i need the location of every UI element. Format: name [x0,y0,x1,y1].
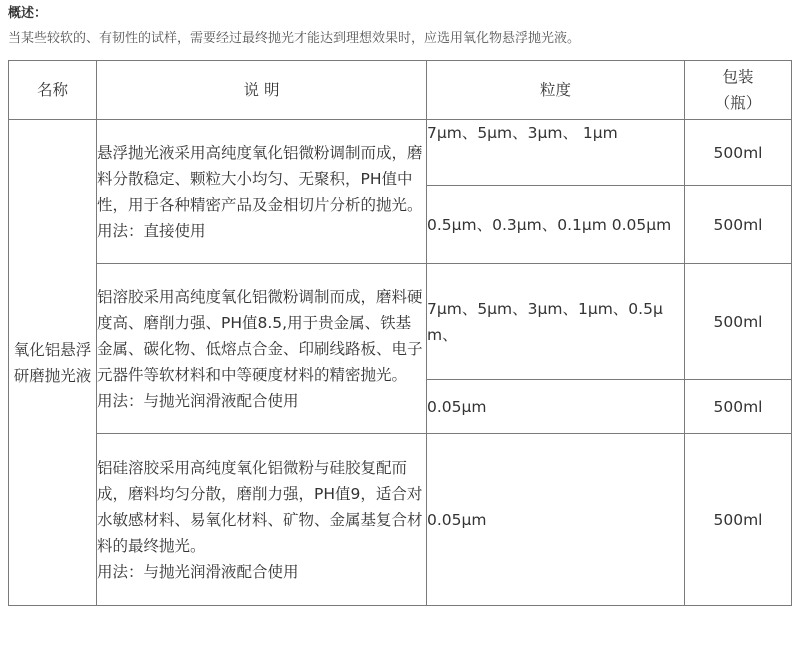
header-name: 名称 [9,61,97,120]
header-package-line1: 包装 [722,68,754,86]
package-cell: 500ml [685,186,792,264]
description-cell-2 [97,264,427,434]
usage-text: 用法：直接使用 [97,221,206,240]
product-name-line1: 氧化铝悬浮 [13,340,92,359]
description-text: 铝溶胶采用高纯度氧化铝微粉调制而成，磨料硬度高、磨削力强、PH值8.5,用于贵金属、铁基金属、碳化物、低熔点合金、印刷线路板、电子元器件等软材料和中等硬度材料的精密抛光。 [97,287,423,384]
header-particle-size: 粒度 [427,61,685,120]
size-cell: 0.05μm [427,380,685,434]
description-cell-1 [97,120,427,264]
size-cell: 0.05μm [427,434,685,606]
table-header-row [9,61,792,120]
package-cell: 500ml [685,434,792,606]
summary-title: 概述： [8,6,48,21]
description-text: 悬浮抛光液采用高纯度氧化铝微粉调制而成，磨料分散稳定、颗粒大小均匀、无聚积，PH值中性，用于各种精密产品及金相切片分析的抛光。 [97,143,423,214]
usage-text: 用法：与抛光润滑液配合使用 [97,391,299,410]
package-cell: 500ml [685,264,792,380]
table-row [9,264,792,380]
header-package [685,61,792,120]
header-description: 说 明 [97,61,427,120]
header-package-line2: （瓶） [714,94,762,112]
table-row [9,434,792,606]
product-spec-table [8,60,792,606]
product-name-cell [9,120,97,606]
size-cell: 0.5μm、0.3μm、0.1μm 0.05μm [427,186,685,264]
package-cell: 500ml [685,120,792,186]
package-cell: 500ml [685,380,792,434]
summary-text: 当某些较软的、有韧性的试样，需要经过最终抛光才能达到理想效果时，应选用氧化物悬浮抛光液。 [8,31,581,46]
size-cell: 7μm、5μm、3μm、 1μm [427,120,685,186]
size-cell: 7μm、5μm、3μm、1μm、0.5μm、 [427,264,685,380]
description-text: 铝硅溶胶采用高纯度氧化铝微粉与硅胶复配而成，磨料均匀分散，磨削力强，PH值9，适合对水敏感材料、易氧化材料、矿物、金属基复合材料的最终抛光。 [97,458,423,555]
usage-text: 用法：与抛光润滑液配合使用 [97,562,299,581]
product-name-line2: 研磨抛光液 [13,366,92,385]
table-row [9,120,792,186]
description-cell-3 [97,434,427,606]
